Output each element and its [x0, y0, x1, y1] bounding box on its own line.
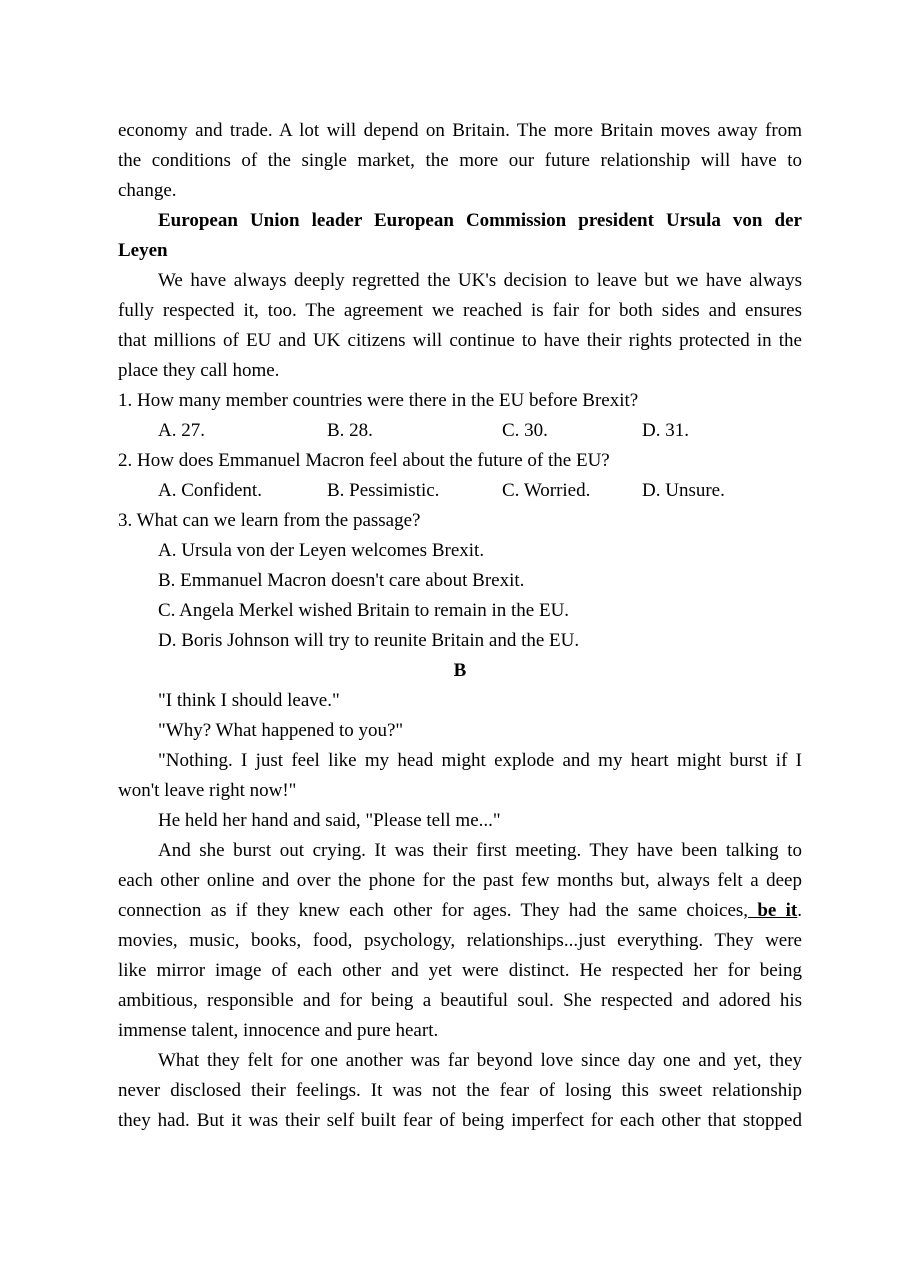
option-b: B. 28.	[327, 420, 373, 441]
option-a: A. Confident.	[158, 480, 262, 501]
option-d: D. 31.	[642, 420, 689, 441]
underlined-phrase: be it	[748, 900, 798, 921]
option-a: A. 27.	[158, 420, 205, 441]
question-1-options	[118, 416, 802, 446]
text-line: And she burst out crying. It was their first meeting. They have been talking to	[158, 840, 802, 861]
text-line: We have always deeply regretted the UK's decision to leave but we have always	[158, 270, 802, 291]
question-2-options	[118, 476, 802, 506]
option-b: B. Pessimistic.	[327, 480, 440, 501]
text-line: the conditions of the single market, the more our future relationship will have to	[118, 150, 802, 171]
text-line: that millions of EU and UK citizens will continue to have their rights protected in the	[118, 330, 802, 351]
option-d: D. Unsure.	[642, 480, 725, 501]
question-1-stem: 1. How many member countries were there in the EU before Brexit?	[118, 390, 639, 411]
dialogue-line: "Nothing. I just feel like my head might explode and my heart might burst if I	[158, 750, 802, 771]
text-line: they had. But it was their self built fear of being imperfect for each other that stopped	[118, 1110, 802, 1131]
option-c: C. Angela Merkel wished Britain to remain in the EU.	[158, 600, 570, 621]
text-line: movies, music, books, food, psychology, relationships...just everything. They were	[118, 930, 802, 951]
question-2-stem: 2. How does Emmanuel Macron feel about the future of the EU?	[118, 450, 610, 471]
text-line: economy and trade. A lot will depend on Britain. The more Britain moves away from	[118, 120, 802, 141]
text-line: never disclosed their feelings. It was not the fear of losing this sweet relationship	[118, 1080, 802, 1101]
text-segment: connection as if they knew each other for ages. They had the same choices,	[118, 900, 749, 921]
question-3-stem: 3. What can we learn from the passage?	[118, 510, 421, 531]
text-line: ambitious, responsible and for being a beautiful soul. She respected and adored his	[118, 990, 802, 1011]
text-line: change.	[118, 180, 177, 201]
option-a: A. Ursula von der Leyen welcomes Brexit.	[158, 540, 485, 561]
section-b-label: B	[453, 660, 467, 681]
text-segment: .	[797, 900, 802, 921]
option-d: D. Boris Johnson will try to reunite Britain and the EU.	[158, 630, 580, 651]
text-line: each other online and over the phone for the past few months but, always felt a deep	[118, 870, 802, 891]
text-line: immense talent, innocence and pure heart.	[118, 1020, 439, 1041]
text-line: fully respected it, too. The agreement we reached is fair for both sides and ensures	[118, 300, 802, 321]
text-line: place they call home.	[118, 360, 280, 381]
document-page	[118, 116, 802, 1136]
text-line: What they felt for one another was far beyond love since day one and yet, they	[158, 1050, 802, 1071]
text-line: like mirror image of each other and yet were distinct. He respected her for being	[118, 960, 802, 981]
dialogue-line: He held her hand and said, "Please tell me..."	[158, 810, 501, 831]
option-c: C. 30.	[502, 420, 548, 441]
eu-leader-heading: European Union leader European Commission president Ursula von der	[158, 210, 802, 231]
option-c: C. Worried.	[502, 480, 591, 501]
dialogue-line: "I think I should leave."	[158, 690, 340, 711]
dialogue-line: won't leave right now!"	[118, 780, 297, 801]
text-line-with-blank	[118, 896, 802, 926]
eu-leader-heading-cont: Leyen	[118, 240, 168, 261]
dialogue-line: "Why? What happened to you?"	[158, 720, 404, 741]
option-b: B. Emmanuel Macron doesn't care about Brexit.	[158, 570, 525, 591]
